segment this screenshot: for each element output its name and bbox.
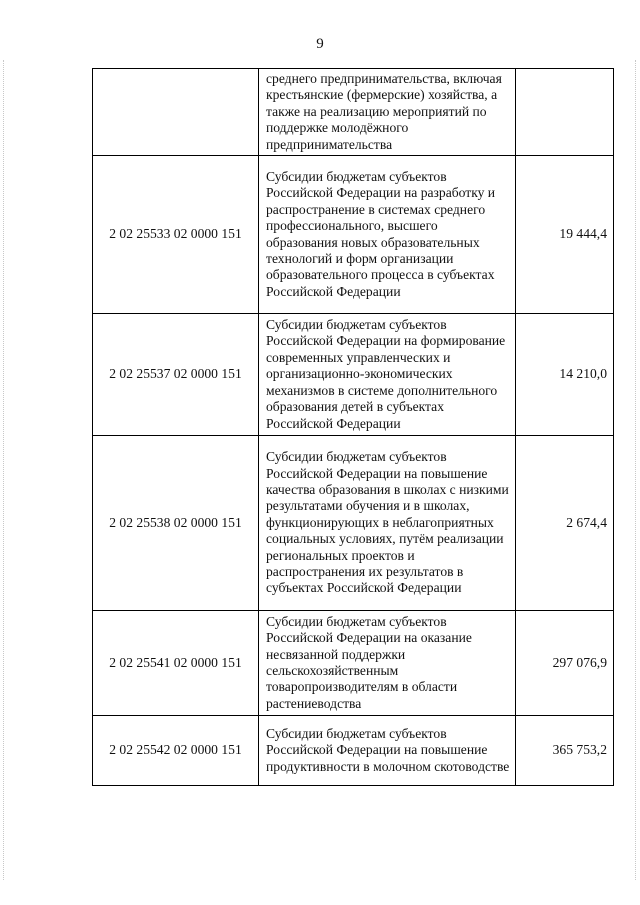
budget-code-cell: 2 02 25542 02 0000 151	[93, 716, 259, 786]
amount-cell: 365 753,2	[516, 716, 614, 786]
description-cell: Субсидии бюджетам субъектов Российской Федерации на разработку и распространение в системах среднего профессионального, высшего образования новых образовательных технологий и форм организации образовательного процесса в субъектах Российской Федерации	[259, 156, 516, 314]
budget-code-cell: 2 02 25537 02 0000 151	[93, 314, 259, 436]
amount-cell: 2 674,4	[516, 436, 614, 611]
description-cell: среднего предпринимательства, включая крестьянские (фермерские) хозяйства, а также на реализацию мероприятий по поддержке молодёжного предпринимательства	[259, 69, 516, 156]
description-cell: Субсидии бюджетам субъектов Российской Федерации на формирование современных управленческих и организационно-экономических механизмов в системе дополнительного образования детей в субъектах Российской Федерации	[259, 314, 516, 436]
budget-code-cell	[93, 69, 259, 156]
table-row	[93, 611, 614, 716]
description-cell: Субсидии бюджетам субъектов Российской Федерации на повышение продуктивности в молочном скотоводстве	[259, 716, 516, 786]
table-row	[93, 156, 614, 314]
table-row	[93, 314, 614, 436]
amount-cell: 19 444,4	[516, 156, 614, 314]
left-edge-dots	[3, 60, 5, 880]
right-edge-dots	[635, 60, 637, 880]
amount-cell	[516, 69, 614, 156]
page-number: 9	[316, 36, 324, 52]
table-row	[93, 436, 614, 611]
table-row	[93, 716, 614, 786]
amount-cell: 297 076,9	[516, 611, 614, 716]
budget-table	[92, 68, 614, 786]
table-row	[93, 69, 614, 156]
description-cell: Субсидии бюджетам субъектов Российской Федерации на повышение качества образования в школах с низкими результатами обучения и в школах, функционирующих в неблагоприятных социальных условиях, путём реализации региональных проектов и распространения их результатов в субъектах Российской Федерации	[259, 436, 516, 611]
budget-code-cell: 2 02 25538 02 0000 151	[93, 436, 259, 611]
description-cell: Субсидии бюджетам субъектов Российской Федерации на оказание несвязанной поддержки сельскохозяйственным товаропроизводителям в области растениеводства	[259, 611, 516, 716]
budget-code-cell: 2 02 25541 02 0000 151	[93, 611, 259, 716]
budget-code-cell: 2 02 25533 02 0000 151	[93, 156, 259, 314]
amount-cell: 14 210,0	[516, 314, 614, 436]
